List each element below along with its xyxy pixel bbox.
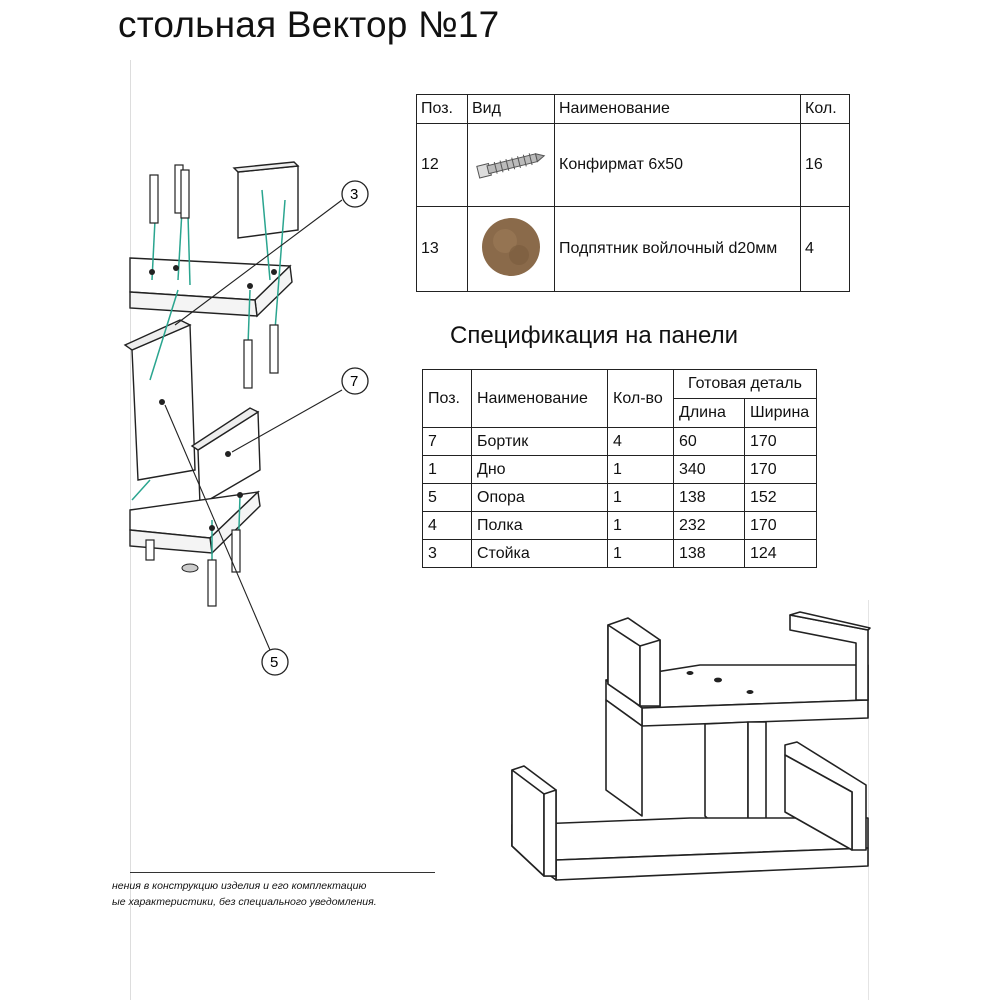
- table-row: [423, 484, 817, 512]
- header-width: Ширина: [745, 399, 817, 428]
- row-width: 170: [745, 428, 817, 456]
- header-length: Длина: [674, 399, 745, 428]
- header-qty: Кол.: [801, 95, 850, 124]
- row-pos: 4: [423, 512, 472, 540]
- table-row: [423, 456, 817, 484]
- spec-title: Спецификация на панели: [450, 322, 738, 349]
- spec-header-row: [423, 370, 817, 399]
- header-name: Наименование: [555, 95, 801, 124]
- side-board-top: [238, 166, 298, 238]
- table-row: [417, 207, 850, 292]
- table-row: [423, 540, 817, 568]
- felt-pad-icon: [468, 207, 555, 292]
- row-qty: 1: [608, 512, 674, 540]
- page-title: стольная Вектор №17: [118, 4, 500, 45]
- header-name: Наименование: [472, 370, 608, 428]
- row-pos: 12: [417, 124, 468, 207]
- row-length: 138: [674, 484, 745, 512]
- header-finished-part: Готовая деталь: [674, 370, 817, 399]
- callout-3: 3: [350, 186, 359, 203]
- row-qty: 4: [608, 428, 674, 456]
- row-name: Опора: [472, 484, 608, 512]
- footnote-line-2: ые характеристики, без специального уведомления.: [112, 896, 377, 908]
- screw-icon: [468, 124, 555, 207]
- row-name: Подпятник войлочный d20мм: [555, 207, 801, 292]
- header-view: Вид: [468, 95, 555, 124]
- row-pos: 13: [417, 207, 468, 292]
- row-pos: 3: [423, 540, 472, 568]
- row-qty: 1: [608, 456, 674, 484]
- row-width: 152: [745, 484, 817, 512]
- header-qty: Кол-во: [608, 370, 674, 428]
- row-qty: 1: [608, 540, 674, 568]
- row-length: 232: [674, 512, 745, 540]
- callout-5: 5: [270, 654, 279, 671]
- hardware-table: [416, 94, 850, 292]
- footnote-line-1: нения в конструкцию изделия и его комплектацию: [112, 880, 367, 892]
- assembled-shelf-drawing: [500, 600, 900, 900]
- row-pos: 5: [423, 484, 472, 512]
- table-row: [423, 428, 817, 456]
- row-name: Бортик: [472, 428, 608, 456]
- row-name: Стойка: [472, 540, 608, 568]
- table-row: [423, 512, 817, 540]
- row-name: Дно: [472, 456, 608, 484]
- header-pos: Поз.: [417, 95, 468, 124]
- row-width: 170: [745, 512, 817, 540]
- row-name: Конфирмат 6х50: [555, 124, 801, 207]
- row-width: 170: [745, 456, 817, 484]
- row-qty: 16: [801, 124, 850, 207]
- table-row: [417, 124, 850, 207]
- row-name: Полка: [472, 512, 608, 540]
- row-length: 340: [674, 456, 745, 484]
- footnote: [112, 878, 377, 910]
- row-length: 138: [674, 540, 745, 568]
- row-pos: 7: [423, 428, 472, 456]
- row-pos: 1: [423, 456, 472, 484]
- note-divider: [130, 872, 435, 873]
- row-qty: 1: [608, 484, 674, 512]
- callout-7: 7: [350, 373, 359, 390]
- row-width: 124: [745, 540, 817, 568]
- row-length: 60: [674, 428, 745, 456]
- spec-table: [422, 369, 817, 568]
- row-qty: 4: [801, 207, 850, 292]
- header-pos: Поз.: [423, 370, 472, 428]
- felt-pad-drawing: [182, 564, 198, 572]
- hardware-header-row: [417, 95, 850, 124]
